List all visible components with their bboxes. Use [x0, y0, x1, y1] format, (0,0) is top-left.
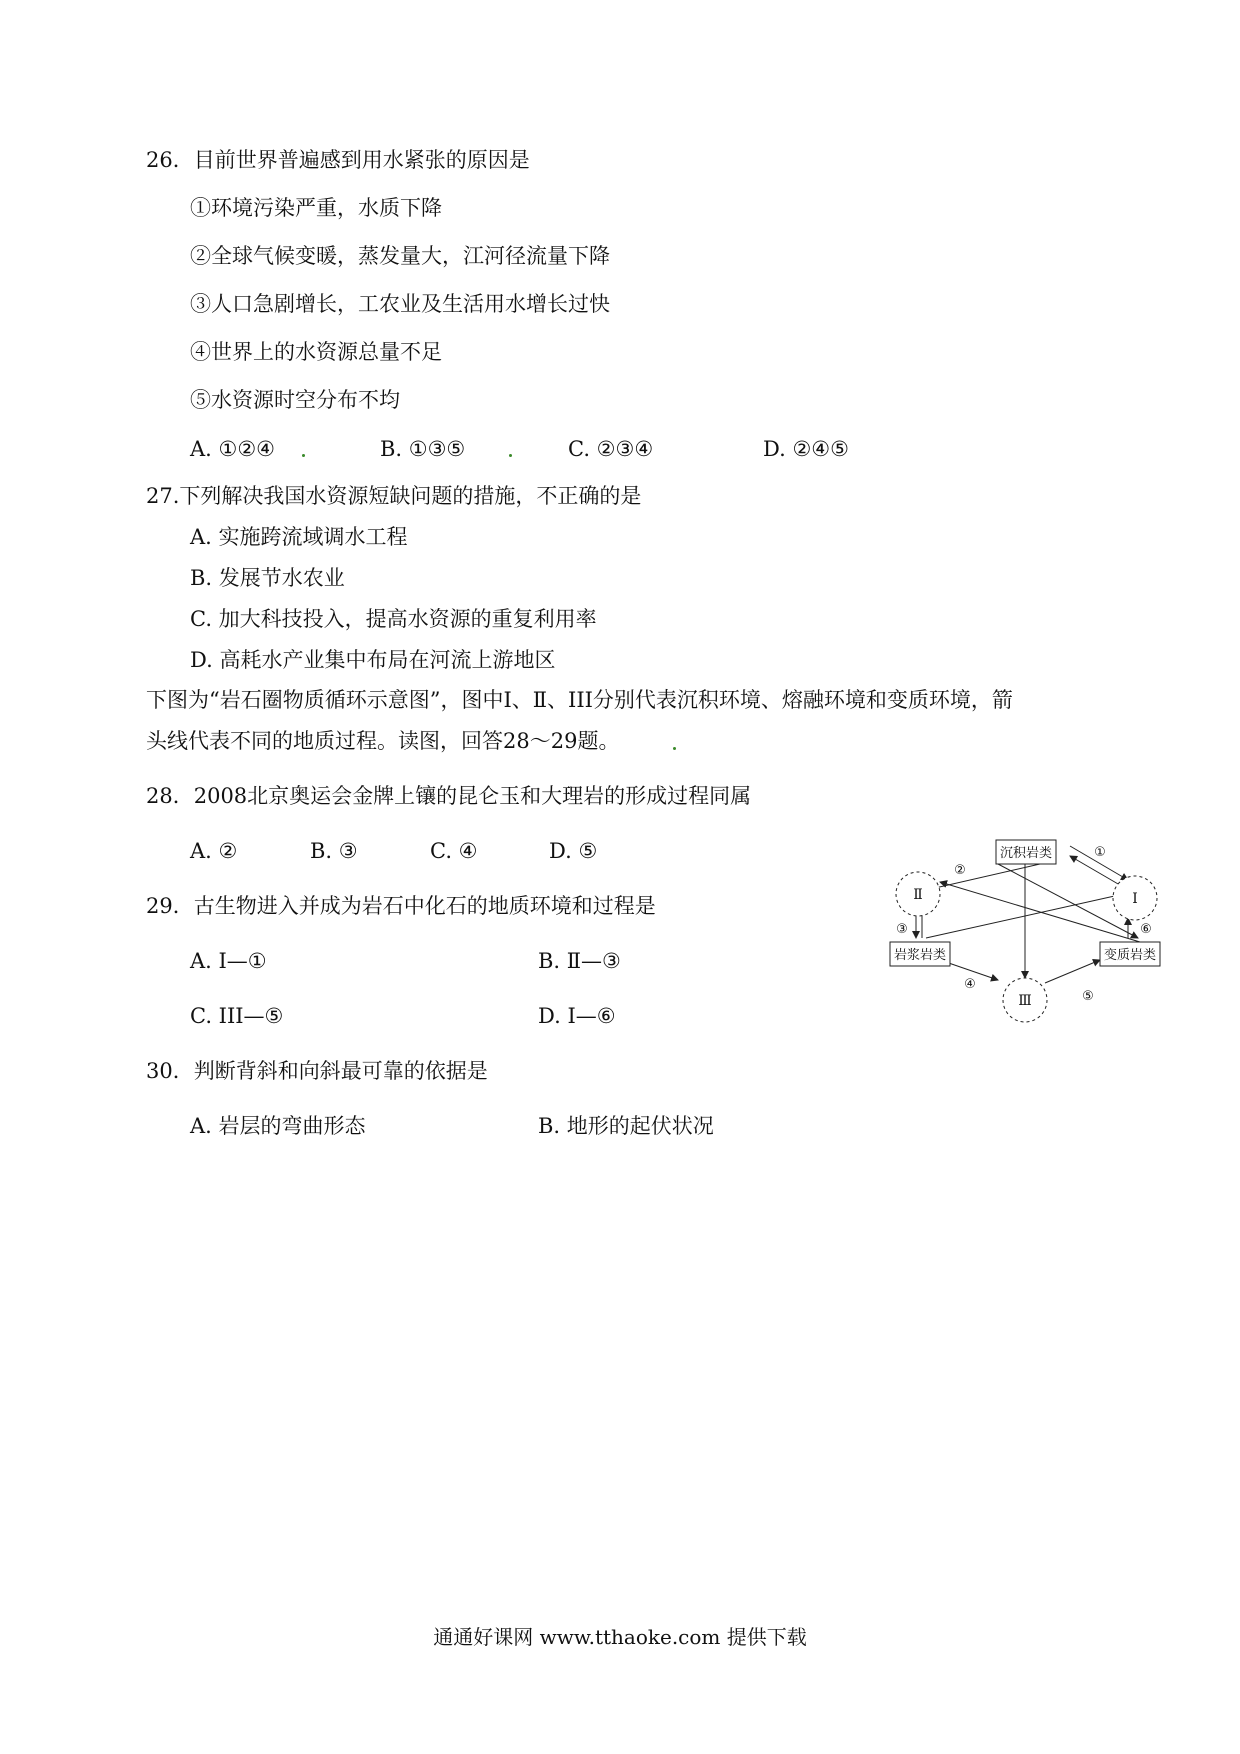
- q28-option-c: C. ④: [430, 839, 478, 863]
- q29-option-a: A. Ⅰ—①: [190, 949, 267, 973]
- label-process-2: ②: [954, 863, 966, 878]
- q26-option-a: A. ①②④: [190, 437, 275, 461]
- q27-option-a: A. 实施跨流域调水工程: [190, 525, 408, 549]
- q29-stem: 29．古生物进入并成为岩石中化石的地质环境和过程是: [146, 894, 656, 918]
- arrow-I-to-sed: [1070, 856, 1125, 888]
- q26-option-c: C. ②③④: [568, 437, 654, 461]
- q30-option-a: A. 岩层的弯曲形态: [190, 1114, 366, 1138]
- q27-option-b: B. 发展节水农业: [190, 566, 345, 590]
- q26-item-5: ⑤水资源时空分布不均: [190, 388, 400, 412]
- label-sedimentary: 沉积岩类: [999, 846, 1053, 861]
- q28-option-a: A. ②: [190, 839, 238, 863]
- stray-mark: [509, 454, 512, 457]
- q27-option-d: D. 高耗水产业集中布局在河流上游地区: [190, 648, 556, 672]
- q26-option-b: B. ①③⑤: [380, 437, 466, 461]
- label-process-1: ①: [1094, 845, 1106, 860]
- q26-item-1: ①环境污染严重，水质下降: [190, 196, 442, 220]
- arrow-sed-to-II: [922, 864, 1040, 891]
- arrow-metamorphic-to-II: [940, 882, 1140, 942]
- q28-option-d: D. ⑤: [549, 839, 598, 863]
- page-footer: 通通好课网 www.tthaoke.com 提供下载: [433, 1625, 807, 1649]
- q28-stem: 28．2008北京奥运会金牌上镶的昆仑玉和大理岩的形成过程同属: [146, 784, 752, 808]
- q29-option-b: B. Ⅱ—③: [538, 949, 621, 973]
- q29-option-c: C. III—⑤: [190, 1004, 284, 1028]
- stray-mark: [673, 747, 676, 750]
- diagram-intro-line-1: 下图为“岩石圈物质循环示意图”，图中Ⅰ、Ⅱ、III分别代表沉积环境、熔融环境和变质环境，箭: [146, 688, 1013, 712]
- label-process-3: ③: [896, 922, 908, 937]
- q26-option-d: D. ②④⑤: [763, 437, 849, 461]
- q26-item-2: ②全球气候变暖，蒸发量大，江河径流量下降: [190, 244, 610, 268]
- rock-cycle-diagram: [880, 838, 1180, 1038]
- q27-option-c: C. 加大科技投入，提高水资源的重复利用率: [190, 607, 597, 631]
- diagram-intro-line-2: 头线代表不同的地质过程。读图，回答28～29题。: [146, 729, 620, 753]
- label-env-II: Ⅱ: [913, 887, 923, 903]
- label-env-I: Ⅰ: [1132, 891, 1138, 907]
- q27-stem: 27.下列解决我国水资源短缺问题的措施，不正确的是: [146, 484, 642, 508]
- label-process-4: ④: [964, 977, 976, 992]
- q26-stem: 26．目前世界普遍感到用水紧张的原因是: [146, 148, 530, 172]
- label-metamorphic: 变质岩类: [1103, 948, 1157, 963]
- arrow-III-to-metamorphic: [1045, 960, 1100, 983]
- q26-item-4: ④世界上的水资源总量不足: [190, 340, 442, 364]
- label-process-5: ⑤: [1082, 989, 1094, 1004]
- q30-stem: 30．判断背斜和向斜最可靠的依据是: [146, 1059, 488, 1083]
- label-process-6: ⑥: [1140, 922, 1152, 937]
- q28-option-b: B. ③: [310, 839, 358, 863]
- arrow-magmatic-to-I: [926, 893, 1128, 938]
- q30-option-b: B. 地形的起伏状况: [538, 1114, 714, 1138]
- label-env-III: Ⅲ: [1018, 993, 1032, 1009]
- label-magmatic: 岩浆岩类: [893, 948, 947, 963]
- q26-item-3: ③人口急剧增长，工农业及生活用水增长过快: [190, 292, 610, 316]
- q29-option-d: D. Ⅰ—⑥: [538, 1004, 616, 1028]
- stray-mark: [302, 454, 305, 457]
